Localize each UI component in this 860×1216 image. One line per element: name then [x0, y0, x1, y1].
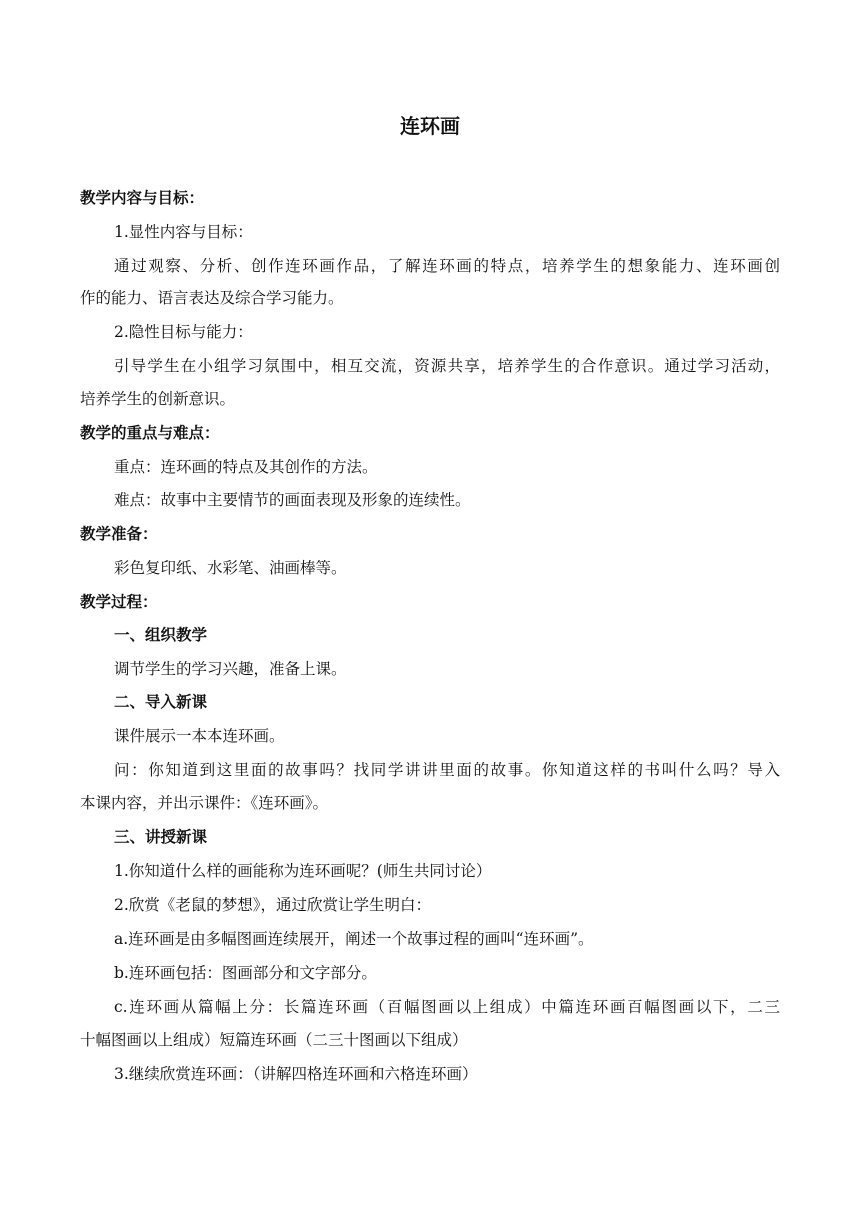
section-heading-key-points: 教学的重点与难点：	[80, 423, 220, 442]
step-heading-organize: 一、组织教学	[114, 625, 208, 644]
paragraph-line: 培养学生的创新意识。	[80, 390, 236, 408]
step-heading-introduce: 二、导入新课	[114, 692, 208, 711]
paragraph-line: 3.继续欣赏连环画：（讲解四格连环画和六格连环画）	[114, 1065, 478, 1083]
paragraph-line: 引导学生在小组学习氛围中，相互交流，资源共享，培养学生的合作意识。通过学习活动，	[114, 357, 780, 375]
paragraph-line: 作的能力、语言表达及综合学习能力。	[80, 289, 344, 307]
step-heading-teach: 三、讲授新课	[114, 827, 208, 846]
paragraph-line: 难点：故事中主要情节的画面表现及形象的连续性。	[114, 491, 471, 509]
document-title: 连环画	[400, 114, 460, 138]
paragraph-line: 彩色复印纸、水彩笔、油画棒等。	[114, 559, 347, 577]
paragraph-line: 问：你知道到这里面的故事吗？找同学讲讲里面的故事。你知道这样的书叫什么吗？导入	[114, 761, 780, 779]
section-heading-process: 教学过程：	[80, 592, 158, 611]
paragraph-line: 十幅图画以上组成）短篇连环画（二三十图画以下组成）	[80, 1031, 468, 1049]
paragraph-line: b.连环画包括：图画部分和文字部分。	[114, 964, 377, 982]
paragraph-line: c.连环画从篇幅上分：长篇连环画（百幅图画以上组成）中篇连环画百幅图画以下，二三	[114, 998, 780, 1016]
paragraph-line: 1.你知道什么样的画能称为连环画呢？(师生共同讨论）	[114, 862, 492, 880]
paragraph-line: a.连环画是由多幅图画连续展开，阐述一个故事过程的画叫“连环画”。	[114, 930, 594, 948]
paragraph-line: 通过观察、分析、创作连环画作品，了解连环画的特点，培养学生的想象能力、连环画创	[114, 257, 780, 275]
section-heading-content-goals: 教学内容与目标：	[80, 188, 205, 207]
paragraph-line: 调节学生的学习兴趣，准备上课。	[114, 660, 347, 678]
subheading-explicit-goals: 1.显性内容与目标：	[114, 223, 253, 241]
paragraph-line: 2.欣赏《老鼠的梦想》，通过欣赏让学生明白：	[114, 896, 432, 914]
paragraph-line: 课件展示一本本连环画。	[114, 727, 285, 745]
subheading-implicit-goals: 2.隐性目标与能力：	[114, 323, 253, 341]
paragraph-line: 重点：连环画的特点及其创作的方法。	[114, 458, 378, 476]
section-heading-preparation: 教学准备：	[80, 524, 158, 543]
paragraph-line: 本课内容，并出示课件：《连环画》。	[80, 794, 329, 812]
